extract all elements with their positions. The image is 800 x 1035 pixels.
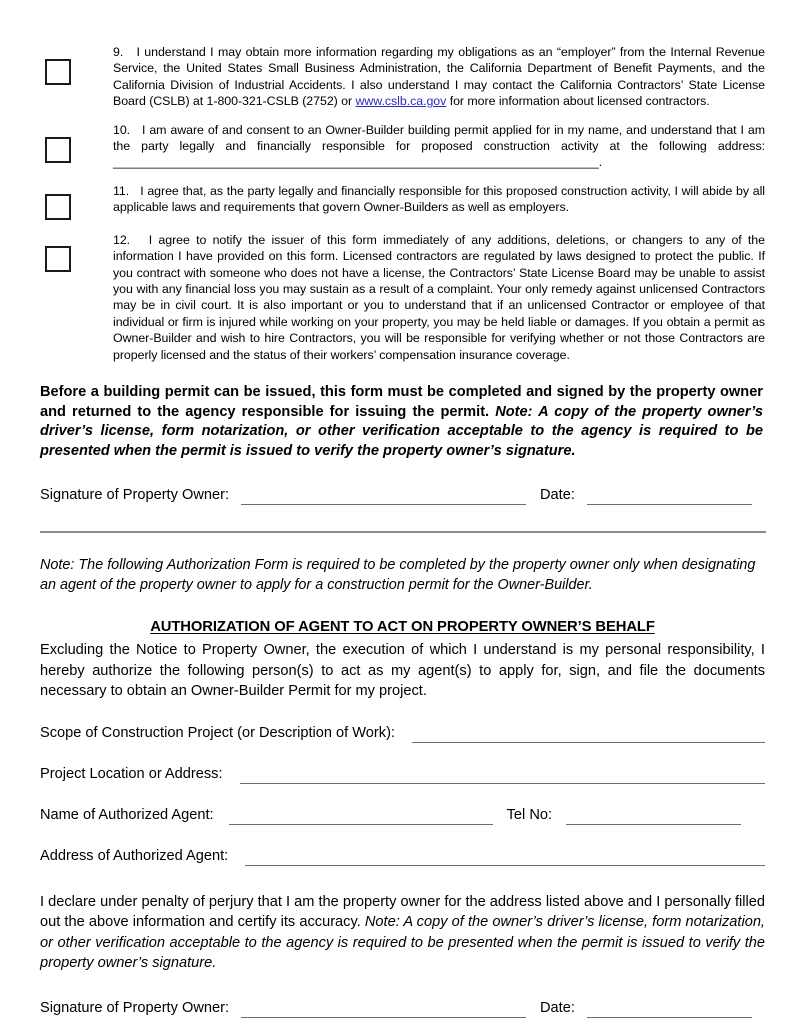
field-input-agent-address[interactable]: [245, 850, 765, 866]
signature-row-bottom: [40, 998, 765, 1018]
date-input-top[interactable]: [587, 489, 752, 505]
perjury-declaration: [40, 892, 765, 974]
field-label-scope: Scope of Construction Project (or Description of Work):: [40, 724, 395, 741]
checkbox-cell-12: [40, 232, 113, 272]
field-input-scope[interactable]: [412, 727, 765, 743]
authorization-heading-text: AUTHORIZATION OF AGENT TO ACT ON PROPERTY OWNER’S BEHALF: [150, 619, 655, 636]
field-label-project-location: Project Location or Address:: [40, 765, 223, 782]
declaration-text-11: [113, 183, 765, 216]
item-number-11: 11.: [113, 183, 130, 198]
item-number-9: 9.: [113, 45, 124, 59]
item-number-10: 10.: [113, 122, 131, 137]
field-row-scope: [40, 723, 765, 743]
declaration-text-12: [113, 232, 765, 363]
address-fill-line[interactable]: _______________________________________________________________________: [113, 155, 599, 170]
field-input-agent-name[interactable]: [229, 809, 493, 825]
field-row-agent-address: [40, 846, 765, 866]
field-input-project-location[interactable]: [240, 768, 765, 784]
declaration-item-12: [40, 232, 765, 363]
signature-input-bottom[interactable]: [241, 1002, 526, 1018]
checkbox-item-10[interactable]: [45, 137, 71, 163]
signature-row-top: [40, 485, 765, 505]
authorization-heading: [40, 619, 765, 635]
declaration-item-11: [40, 183, 765, 220]
perjury-declaration-plain: I declare under penalty of perjury that I am the property owner for the address listed above and I personally filled out the above information and certify its accuracy.: [40, 893, 765, 931]
item-text-10: I am aware of and consent to an Owner-Builder building permit applied for in my name, and understand that I am the party legally and financially responsible for proposed construction activity at the following address:: [113, 122, 765, 154]
cslb-website-link[interactable]: www.cslb.ca.gov: [355, 94, 447, 109]
declaration-text-10: [113, 122, 765, 171]
authorization-note: Note: The following Authorization Form is required to be completed by the property owner only when designating an agent of the property owner to apply for a construction permit for the Owner-Builder.: [40, 557, 756, 594]
checkbox-cell-10: [40, 122, 113, 163]
checkbox-cell-9: [40, 44, 113, 85]
perjury-declaration-italic: Note: A copy of the owner’s driver’s license, form notarization, or other verification acceptable to the agency is required to be presented when the permit is issued to verify the property owner’s signature.: [40, 914, 765, 972]
section-divider: [40, 531, 766, 533]
date-label-bottom: Date:: [540, 999, 575, 1016]
item-text-9-tail: for more information about licensed contractors.: [446, 94, 710, 109]
date-label-top: Date:: [540, 487, 575, 504]
field-label-tel-no: Tel No:: [506, 806, 553, 823]
item-number-12: 12.: [113, 232, 131, 247]
date-input-bottom[interactable]: [587, 1002, 752, 1018]
permit-notice-bold: Before a building permit can be issued, this form must be completed and signed by the property owner and returned to the agency responsible for issuing the permit.: [40, 384, 763, 420]
checkbox-cell-11: [40, 183, 113, 220]
field-label-agent-address: Address of Authorized Agent:: [40, 847, 229, 864]
signature-label-bottom: Signature of Property Owner:: [40, 999, 229, 1016]
permit-issuance-notice: [40, 383, 765, 461]
item-text-9: I understand I may obtain more information regarding my obligations as an “employer” from the Internal Revenue Service, the United States Small Business Administration, the California Department of Benefit Payments, and the California Division of Industrial Accidents. I also understand I may contact the California Contractors’ State License Board (CSLB) at 1-800-321-CSLB (2752) or: [113, 45, 765, 109]
field-input-tel-no[interactable]: [566, 809, 741, 825]
field-label-agent-name: Name of Authorized Agent:: [40, 806, 214, 823]
checkbox-item-11[interactable]: [45, 194, 71, 220]
authorization-body: Excluding the Notice to Property Owner, the execution of which I understand is my personal responsibility, I hereby authorize the following person(s) to act as my agent(s) to apply for, sign, and file the documents necessary to obtain an Owner-Builder Permit for my project.: [40, 642, 765, 700]
permit-notice-italic: Note: A copy of the property owner’s driver’s license, form notarization, or other verification acceptable to the agency is required to be presented when the permit is issued to verify the property owner’s signature.: [40, 403, 763, 459]
signature-label-top: Signature of Property Owner:: [40, 487, 229, 504]
declaration-text-9: [113, 44, 765, 110]
item-text-10-tail: .: [598, 155, 603, 170]
checkbox-item-9[interactable]: [45, 59, 71, 85]
declaration-item-10: [40, 122, 765, 171]
checkbox-item-12[interactable]: [45, 246, 71, 272]
signature-input-top[interactable]: [241, 489, 526, 505]
item-text-12: I agree to notify the issuer of this form immediately of any additions, deletions, or changers to any of the information I have provided on this form. Licensed contractors are regulated by laws designed to protect the public. If you contract with someone who does not have a license, the Contractors’ State License Board may be unable to assist you with any financial loss you may sustain as a result of a complaint. Your only remedy against unlicensed Contractors may be in civil court. It is also important or you to understand that if an unlicensed Contractor or employee of that individual or firm is injured while working on your property, you may be held liable or damages. If you obtain a permit as Owner-Builder and wish to hire Contractors, you will be responsible for verifying whether or not those Contractors are properly licensed and the status of their workers’ compensation insurance coverage.: [113, 232, 765, 362]
item-text-11: I agree that, as the party legally and financially responsible for this proposed construction activity, I will abide by all applicable laws and requirements that govern Owner-Builders as well as employers.: [113, 183, 765, 215]
field-row-agent-name: [40, 805, 765, 825]
field-row-project-location: [40, 764, 765, 784]
declaration-item-9: [40, 44, 765, 110]
